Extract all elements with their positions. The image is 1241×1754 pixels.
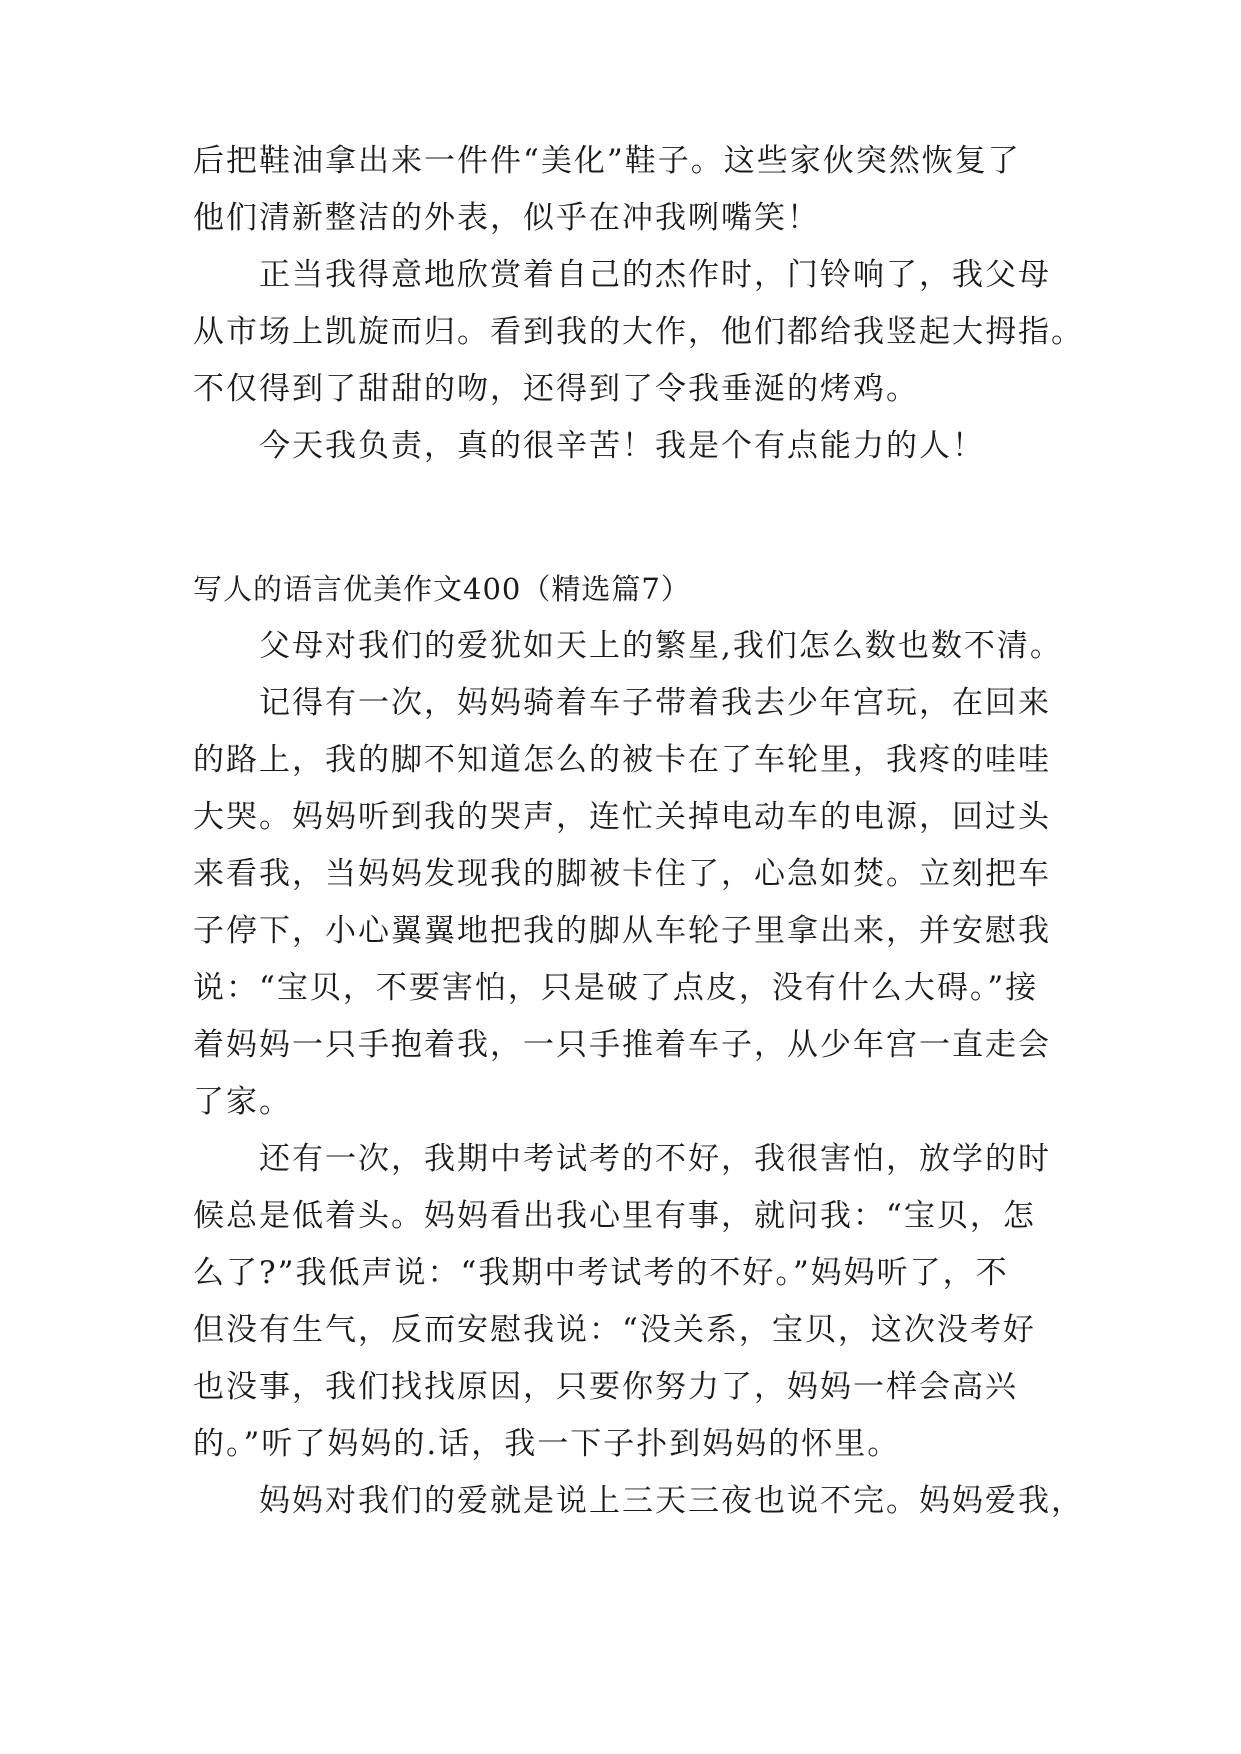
section-title [193, 561, 1053, 618]
text-line: 着妈妈一只手抱着我，一只手推着车子，从少年宫一直走会 [193, 1027, 1051, 1063]
text-line: 来看我，当妈妈发现我的脚被卡住了，心急如焚。立刻把车 [193, 856, 1051, 892]
text-line: 大哭。妈妈听到我的哭声，连忙关掉电动车的电源，回过头 [193, 799, 1051, 835]
text-line: 从市场上凯旋而归。看到我的大作，他们都给我竖起大拇指。 [193, 314, 1084, 350]
text-line: 还有一次，我期中考试考的不好，我很害怕，放学的时 [259, 1141, 1051, 1177]
text-line: 记得有一次，妈妈骑着车子带着我去少年宫玩，在回来 [259, 685, 1051, 721]
text-line: 的路上，我的脚不知道怎么的被卡在了车轮里，我疼的哇哇 [193, 742, 1051, 778]
text-line: 说：“宝贝，不要害怕，只是破了点皮，没有什么大碍。”接 [193, 970, 1039, 1006]
essay-continuation [193, 133, 1084, 475]
essay-body [193, 618, 1084, 1530]
text-line: 也没事，我们找找原因，只要你努力了，妈妈一样会高兴 [193, 1369, 1018, 1405]
text-line: 候总是低着头。妈妈看出我心里有事，就问我：“宝贝，怎 [193, 1198, 1036, 1234]
text-line: 子停下，小心翼翼地把我的脚从车轮子里拿出来，并安慰我 [193, 913, 1051, 949]
text-line: 今天我负责，真的很辛苦！我是个有点能力的人！ [259, 428, 985, 464]
text-line: 父母对我们的爱犹如天上的繁星,我们怎么数也数不清。 [259, 628, 1063, 664]
text-line: 不仅得到了甜甜的吻，还得到了令我垂涎的烤鸡。 [193, 371, 919, 407]
text-line: 了家。 [193, 1084, 292, 1120]
text-line: 但没有生气，反而安慰我说：“没关系，宝贝，这次没考好 [193, 1312, 1036, 1348]
text-line: 么了?”我低声说：“我期中考试考的不好。”妈妈听了，不 [193, 1255, 1009, 1291]
section-title-text: 写人的语言优美作文400（精选篇7） [193, 572, 691, 606]
text-line: 正当我得意地欣赏着自己的杰作时，门铃响了，我父母 [259, 257, 1051, 293]
text-line: 的。”听了妈妈的.话，我一下子扑到妈妈的怀里。 [193, 1426, 901, 1462]
text-line: 妈妈对我们的爱就是说上三天三夜也说不完。妈妈爱我， [259, 1483, 1084, 1519]
text-line: 他们清新整洁的外表，似乎在冲我咧嘴笑！ [193, 200, 820, 236]
text-line: 后把鞋油拿出来一件件“美化”鞋子。这些家伙突然恢复了 [193, 143, 1021, 179]
